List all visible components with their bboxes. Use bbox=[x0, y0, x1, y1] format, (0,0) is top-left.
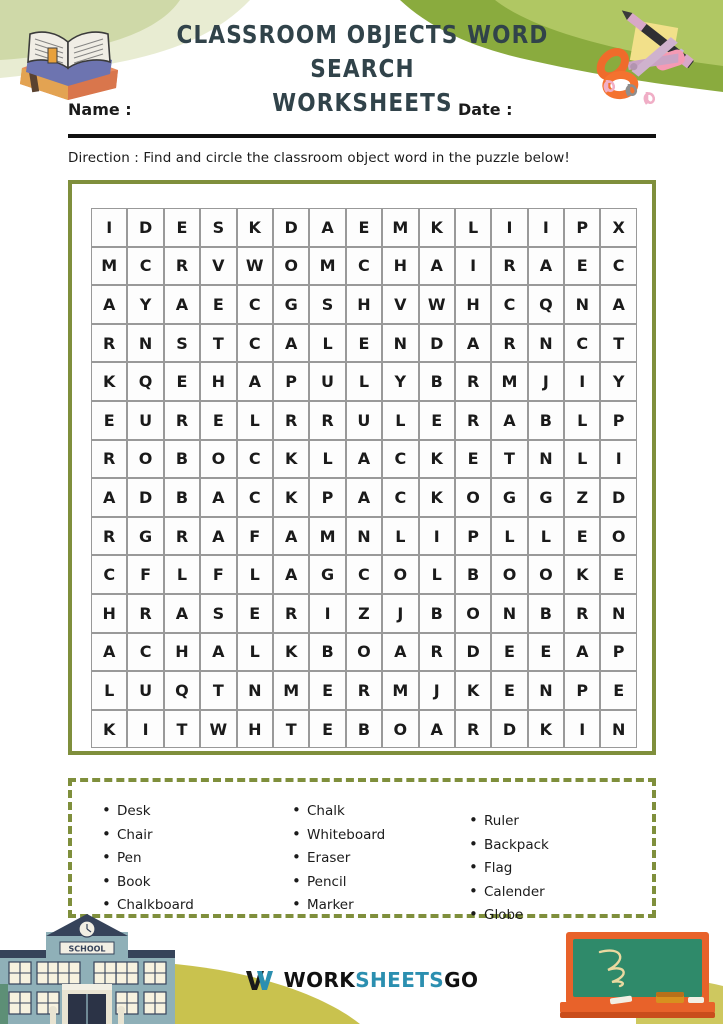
grid-cell[interactable]: C bbox=[237, 324, 273, 363]
word-list-item: • Whiteboard bbox=[290, 824, 385, 848]
grid-cell[interactable]: H bbox=[91, 594, 127, 633]
grid-cell[interactable]: T bbox=[200, 324, 236, 363]
name-label: Name : bbox=[68, 100, 132, 119]
grid-cell[interactable]: N bbox=[127, 324, 163, 363]
grid-cell[interactable]: D bbox=[127, 208, 163, 247]
word-list-item: • Pen bbox=[100, 847, 194, 871]
word-list-item: • Calender bbox=[467, 881, 549, 905]
grid-cell[interactable]: L bbox=[382, 517, 418, 556]
grid-cell[interactable]: B bbox=[419, 362, 455, 401]
books-icon bbox=[8, 8, 128, 103]
grid-cell[interactable]: E bbox=[419, 401, 455, 440]
grid-cell[interactable]: G bbox=[528, 478, 564, 517]
word-list-column-3 bbox=[467, 810, 549, 928]
grid-cell[interactable]: M bbox=[382, 208, 418, 247]
word-list-item: • Chair bbox=[100, 824, 194, 848]
grid-cell[interactable]: L bbox=[564, 440, 600, 479]
instructions-text: Direction : Find and circle the classroom object word in the puzzle below! bbox=[68, 150, 570, 166]
grid-cell[interactable]: W bbox=[237, 247, 273, 286]
word-list-item: • Desk bbox=[100, 800, 194, 824]
word-list-item: • Backpack bbox=[467, 834, 549, 858]
grid-cell[interactable]: A bbox=[564, 633, 600, 672]
word-list-box bbox=[68, 778, 656, 923]
grid-cell[interactable]: A bbox=[237, 362, 273, 401]
grid-cell[interactable]: R bbox=[309, 401, 345, 440]
grid-cell[interactable]: H bbox=[237, 710, 273, 749]
grid-cell[interactable]: B bbox=[164, 440, 200, 479]
grid-cell[interactable]: R bbox=[91, 440, 127, 479]
word-list-item: • Pencil bbox=[290, 871, 385, 895]
grid-cell[interactable]: A bbox=[200, 633, 236, 672]
grid-cell[interactable]: R bbox=[91, 324, 127, 363]
grid-cell[interactable]: H bbox=[382, 247, 418, 286]
grid-cell[interactable]: F bbox=[200, 555, 236, 594]
grid-cell[interactable]: A bbox=[600, 285, 636, 324]
logo-text bbox=[284, 968, 479, 992]
grid-cell[interactable]: E bbox=[164, 362, 200, 401]
grid-cell[interactable]: R bbox=[127, 594, 163, 633]
grid-cell[interactable]: M bbox=[91, 247, 127, 286]
grid-cell[interactable]: L bbox=[237, 633, 273, 672]
grid-cell[interactable]: I bbox=[564, 710, 600, 749]
logo-text-go: GO bbox=[444, 968, 479, 992]
grid-cell[interactable]: Y bbox=[600, 362, 636, 401]
grid-cell[interactable]: A bbox=[91, 633, 127, 672]
grid-cell[interactable]: R bbox=[419, 633, 455, 672]
grid-cell[interactable]: A bbox=[164, 594, 200, 633]
grid-cell[interactable]: I bbox=[309, 594, 345, 633]
grid-cell[interactable]: I bbox=[564, 362, 600, 401]
grid-cell[interactable]: K bbox=[455, 671, 491, 710]
grid-cell[interactable]: S bbox=[200, 208, 236, 247]
grid-cell[interactable]: B bbox=[528, 401, 564, 440]
grid-cell[interactable]: R bbox=[273, 401, 309, 440]
grid-cell[interactable]: D bbox=[273, 208, 309, 247]
grid-cell[interactable]: A bbox=[91, 478, 127, 517]
grid-cell[interactable]: F bbox=[237, 517, 273, 556]
grid-cell[interactable]: I bbox=[455, 247, 491, 286]
grid-cell[interactable]: R bbox=[91, 517, 127, 556]
grid-cell[interactable]: Q bbox=[164, 671, 200, 710]
grid-cell[interactable]: K bbox=[91, 362, 127, 401]
grid-cell[interactable]: A bbox=[273, 555, 309, 594]
grid-cell[interactable]: Z bbox=[346, 594, 382, 633]
grid-cell[interactable]: C bbox=[491, 285, 527, 324]
grid-cell[interactable]: O bbox=[382, 555, 418, 594]
grid-cell[interactable]: R bbox=[455, 401, 491, 440]
grid-cell[interactable]: N bbox=[528, 324, 564, 363]
grid-cell[interactable]: E bbox=[600, 671, 636, 710]
grid-cell[interactable]: K bbox=[564, 555, 600, 594]
grid-cell[interactable]: T bbox=[491, 440, 527, 479]
grid-cell[interactable]: D bbox=[127, 478, 163, 517]
grid-cell[interactable]: C bbox=[127, 633, 163, 672]
grid-cell[interactable]: U bbox=[127, 671, 163, 710]
header-divider bbox=[68, 134, 656, 138]
grid-cell[interactable]: E bbox=[564, 247, 600, 286]
grid-cell[interactable]: A bbox=[273, 517, 309, 556]
grid-cell[interactable]: N bbox=[600, 710, 636, 749]
grid-cell[interactable]: H bbox=[455, 285, 491, 324]
grid-cell[interactable]: N bbox=[564, 285, 600, 324]
grid-cell[interactable]: R bbox=[491, 324, 527, 363]
grid-cell[interactable]: E bbox=[346, 208, 382, 247]
grid-cell[interactable]: C bbox=[382, 478, 418, 517]
grid-cell[interactable]: H bbox=[200, 362, 236, 401]
grid-cell[interactable]: M bbox=[273, 671, 309, 710]
grid-cell[interactable]: D bbox=[455, 633, 491, 672]
grid-cell[interactable]: E bbox=[346, 324, 382, 363]
grid-cell[interactable]: A bbox=[309, 208, 345, 247]
grid-cell[interactable]: P bbox=[455, 517, 491, 556]
grid-cell[interactable]: K bbox=[273, 633, 309, 672]
grid-cell[interactable]: O bbox=[346, 633, 382, 672]
grid-cell[interactable]: B bbox=[419, 594, 455, 633]
grid-cell[interactable]: U bbox=[346, 401, 382, 440]
grid-cell[interactable]: J bbox=[528, 362, 564, 401]
grid-cell[interactable]: E bbox=[600, 555, 636, 594]
grid-cell[interactable]: B bbox=[455, 555, 491, 594]
grid-cell[interactable]: A bbox=[346, 478, 382, 517]
grid-cell[interactable]: F bbox=[127, 555, 163, 594]
grid-cell[interactable]: R bbox=[273, 594, 309, 633]
grid-cell[interactable]: C bbox=[237, 285, 273, 324]
grid-cell[interactable]: I bbox=[600, 440, 636, 479]
grid-cell[interactable]: D bbox=[491, 710, 527, 749]
grid-cell[interactable]: E bbox=[200, 285, 236, 324]
grid-cell[interactable]: T bbox=[273, 710, 309, 749]
grid-cell[interactable]: L bbox=[237, 401, 273, 440]
grid-cell[interactable]: C bbox=[564, 324, 600, 363]
grid-cell[interactable]: A bbox=[200, 478, 236, 517]
grid-cell[interactable]: P bbox=[309, 478, 345, 517]
grid-cell[interactable]: M bbox=[382, 671, 418, 710]
grid-cell[interactable]: S bbox=[309, 285, 345, 324]
grid-cell[interactable]: H bbox=[164, 633, 200, 672]
grid-cell[interactable]: K bbox=[237, 208, 273, 247]
title-line-2: WORKSHEETS bbox=[272, 88, 453, 117]
grid-cell[interactable]: K bbox=[273, 478, 309, 517]
name-date-row bbox=[68, 100, 656, 130]
grid-cell[interactable]: P bbox=[600, 633, 636, 672]
grid-cell[interactable]: Z bbox=[564, 478, 600, 517]
grid-cell[interactable]: E bbox=[491, 671, 527, 710]
grid-cell[interactable]: B bbox=[309, 633, 345, 672]
grid-cell[interactable]: O bbox=[382, 710, 418, 749]
grid-cell[interactable]: J bbox=[419, 671, 455, 710]
grid-cell[interactable]: A bbox=[491, 401, 527, 440]
grid-cell[interactable]: R bbox=[346, 671, 382, 710]
grid-cell[interactable]: N bbox=[237, 671, 273, 710]
grid-cell[interactable]: C bbox=[237, 478, 273, 517]
grid-cell[interactable]: N bbox=[491, 594, 527, 633]
grid-cell[interactable]: K bbox=[91, 710, 127, 749]
grid-cell[interactable]: E bbox=[309, 710, 345, 749]
grid-cell[interactable]: D bbox=[600, 478, 636, 517]
grid-cell[interactable]: C bbox=[346, 247, 382, 286]
grid-cell[interactable]: R bbox=[455, 710, 491, 749]
grid-cell[interactable]: L bbox=[164, 555, 200, 594]
grid-cell[interactable]: E bbox=[491, 633, 527, 672]
grid-cell[interactable]: L bbox=[491, 517, 527, 556]
grid-cell[interactable]: K bbox=[273, 440, 309, 479]
grid-cell[interactable]: R bbox=[164, 401, 200, 440]
date-label: Date : bbox=[458, 100, 513, 119]
grid-cell[interactable]: J bbox=[382, 594, 418, 633]
worksheetsgo-logo bbox=[0, 968, 723, 992]
grid-cell[interactable]: G bbox=[491, 478, 527, 517]
grid-cell[interactable]: K bbox=[419, 478, 455, 517]
grid-cell[interactable]: X bbox=[600, 208, 636, 247]
grid-cell[interactable]: B bbox=[164, 478, 200, 517]
grid-cell[interactable]: O bbox=[528, 555, 564, 594]
grid-cell[interactable]: A bbox=[419, 710, 455, 749]
grid-cell[interactable]: O bbox=[600, 517, 636, 556]
grid-cell[interactable]: D bbox=[419, 324, 455, 363]
grid-cell[interactable]: M bbox=[491, 362, 527, 401]
grid-cell[interactable]: P bbox=[600, 401, 636, 440]
grid-cell[interactable]: A bbox=[455, 324, 491, 363]
grid-cell[interactable]: C bbox=[237, 440, 273, 479]
grid-cell[interactable]: R bbox=[455, 362, 491, 401]
grid-cell[interactable]: W bbox=[200, 710, 236, 749]
grid-cell[interactable]: A bbox=[346, 440, 382, 479]
grid-cell[interactable]: E bbox=[200, 401, 236, 440]
grid-cell[interactable]: N bbox=[382, 324, 418, 363]
word-search-puzzle bbox=[68, 180, 656, 755]
grid-cell[interactable]: Q bbox=[528, 285, 564, 324]
grid-cell[interactable]: Y bbox=[382, 362, 418, 401]
grid-cell[interactable]: O bbox=[273, 247, 309, 286]
word-list-item: • Book bbox=[100, 871, 194, 895]
grid-cell[interactable]: L bbox=[564, 401, 600, 440]
grid-cell[interactable]: O bbox=[491, 555, 527, 594]
grid-cell[interactable]: Y bbox=[127, 285, 163, 324]
grid-cell[interactable]: E bbox=[309, 671, 345, 710]
word-list-item: • Chalkboard bbox=[100, 894, 194, 918]
grid-cell[interactable]: L bbox=[237, 555, 273, 594]
word-list-column-2 bbox=[290, 800, 385, 918]
grid-cell[interactable]: U bbox=[309, 362, 345, 401]
grid-cell[interactable]: K bbox=[419, 208, 455, 247]
grid-cell[interactable]: I bbox=[91, 208, 127, 247]
school-sign-text: SCHOOL bbox=[68, 944, 106, 954]
grid-cell[interactable]: N bbox=[600, 594, 636, 633]
logo-text-sheets: SHEETS bbox=[355, 968, 445, 992]
grid-cell[interactable]: W bbox=[419, 285, 455, 324]
grid-cell[interactable]: P bbox=[564, 671, 600, 710]
grid-cell[interactable]: L bbox=[419, 555, 455, 594]
grid-cell[interactable]: H bbox=[346, 285, 382, 324]
grid-cell[interactable]: B bbox=[528, 594, 564, 633]
grid-cell[interactable]: S bbox=[164, 324, 200, 363]
word-list-item: • Chalk bbox=[290, 800, 385, 824]
grid-cell[interactable]: I bbox=[491, 208, 527, 247]
grid-cell[interactable]: A bbox=[91, 285, 127, 324]
grid-cell[interactable]: R bbox=[164, 247, 200, 286]
grid-cell[interactable]: N bbox=[528, 671, 564, 710]
grid-cell[interactable]: B bbox=[346, 710, 382, 749]
grid-cell[interactable]: L bbox=[309, 324, 345, 363]
grid-cell[interactable]: V bbox=[200, 247, 236, 286]
grid-cell[interactable]: A bbox=[528, 247, 564, 286]
grid-cell[interactable]: R bbox=[491, 247, 527, 286]
grid-cell[interactable]: I bbox=[419, 517, 455, 556]
grid-cell[interactable]: C bbox=[346, 555, 382, 594]
grid-cell[interactable]: O bbox=[200, 440, 236, 479]
grid-cell[interactable]: P bbox=[273, 362, 309, 401]
word-list-item: • Eraser bbox=[290, 847, 385, 871]
grid-cell[interactable]: T bbox=[164, 710, 200, 749]
grid-cell[interactable]: K bbox=[419, 440, 455, 479]
logo-text-work: WORK bbox=[283, 968, 356, 992]
grid-cell[interactable]: E bbox=[91, 401, 127, 440]
grid-cell[interactable]: R bbox=[564, 594, 600, 633]
word-list-column-1 bbox=[100, 800, 194, 918]
grid-cell[interactable]: L bbox=[91, 671, 127, 710]
grid-cell[interactable]: E bbox=[455, 440, 491, 479]
grid-cell[interactable]: L bbox=[382, 401, 418, 440]
grid-cell[interactable]: P bbox=[564, 208, 600, 247]
grid-cell[interactable]: A bbox=[200, 517, 236, 556]
grid-cell[interactable]: U bbox=[127, 401, 163, 440]
grid-cell[interactable]: R bbox=[164, 517, 200, 556]
grid-cell[interactable]: Q bbox=[127, 362, 163, 401]
logo-mark-icon bbox=[245, 969, 275, 991]
title-line-1: CLASSROOM OBJECTS WORD SEARCH bbox=[176, 20, 549, 83]
grid-cell[interactable]: G bbox=[309, 555, 345, 594]
word-list-item: • Flag bbox=[467, 857, 549, 881]
grid-cell[interactable]: N bbox=[346, 517, 382, 556]
grid-cell[interactable]: I bbox=[528, 208, 564, 247]
grid-cell[interactable]: M bbox=[309, 517, 345, 556]
word-list-item: • Globe bbox=[467, 904, 549, 928]
grid-cell[interactable]: A bbox=[419, 247, 455, 286]
grid-cell[interactable]: O bbox=[455, 594, 491, 633]
word-list-item: • Ruler bbox=[467, 810, 549, 834]
grid-cell[interactable]: O bbox=[455, 478, 491, 517]
grid-cell[interactable]: E bbox=[564, 517, 600, 556]
grid-cell[interactable]: K bbox=[528, 710, 564, 749]
grid-cell[interactable]: A bbox=[382, 633, 418, 672]
grid-cell[interactable]: L bbox=[346, 362, 382, 401]
grid-cell[interactable]: A bbox=[273, 324, 309, 363]
grid-cell[interactable]: G bbox=[273, 285, 309, 324]
word-list-item: • Marker bbox=[290, 894, 385, 918]
grid-cell[interactable]: T bbox=[600, 324, 636, 363]
grid-cell[interactable]: L bbox=[528, 517, 564, 556]
grid-cell[interactable]: E bbox=[528, 633, 564, 672]
grid-cell[interactable]: E bbox=[237, 594, 273, 633]
grid-cell[interactable]: E bbox=[164, 208, 200, 247]
grid-cell[interactable]: G bbox=[127, 517, 163, 556]
grid-cell[interactable]: A bbox=[164, 285, 200, 324]
grid-cell[interactable]: L bbox=[455, 208, 491, 247]
grid-cell[interactable]: S bbox=[200, 594, 236, 633]
grid-cell[interactable]: V bbox=[382, 285, 418, 324]
grid-cell[interactable]: L bbox=[309, 440, 345, 479]
grid-cell[interactable]: C bbox=[91, 555, 127, 594]
grid-cell[interactable]: O bbox=[127, 440, 163, 479]
grid-cell[interactable]: T bbox=[200, 671, 236, 710]
grid-cell[interactable]: C bbox=[382, 440, 418, 479]
grid-cell[interactable]: C bbox=[600, 247, 636, 286]
grid-cell[interactable]: M bbox=[309, 247, 345, 286]
letter-grid[interactable] bbox=[91, 208, 637, 748]
grid-cell[interactable]: C bbox=[127, 247, 163, 286]
grid-cell[interactable]: I bbox=[127, 710, 163, 749]
grid-cell[interactable]: N bbox=[528, 440, 564, 479]
